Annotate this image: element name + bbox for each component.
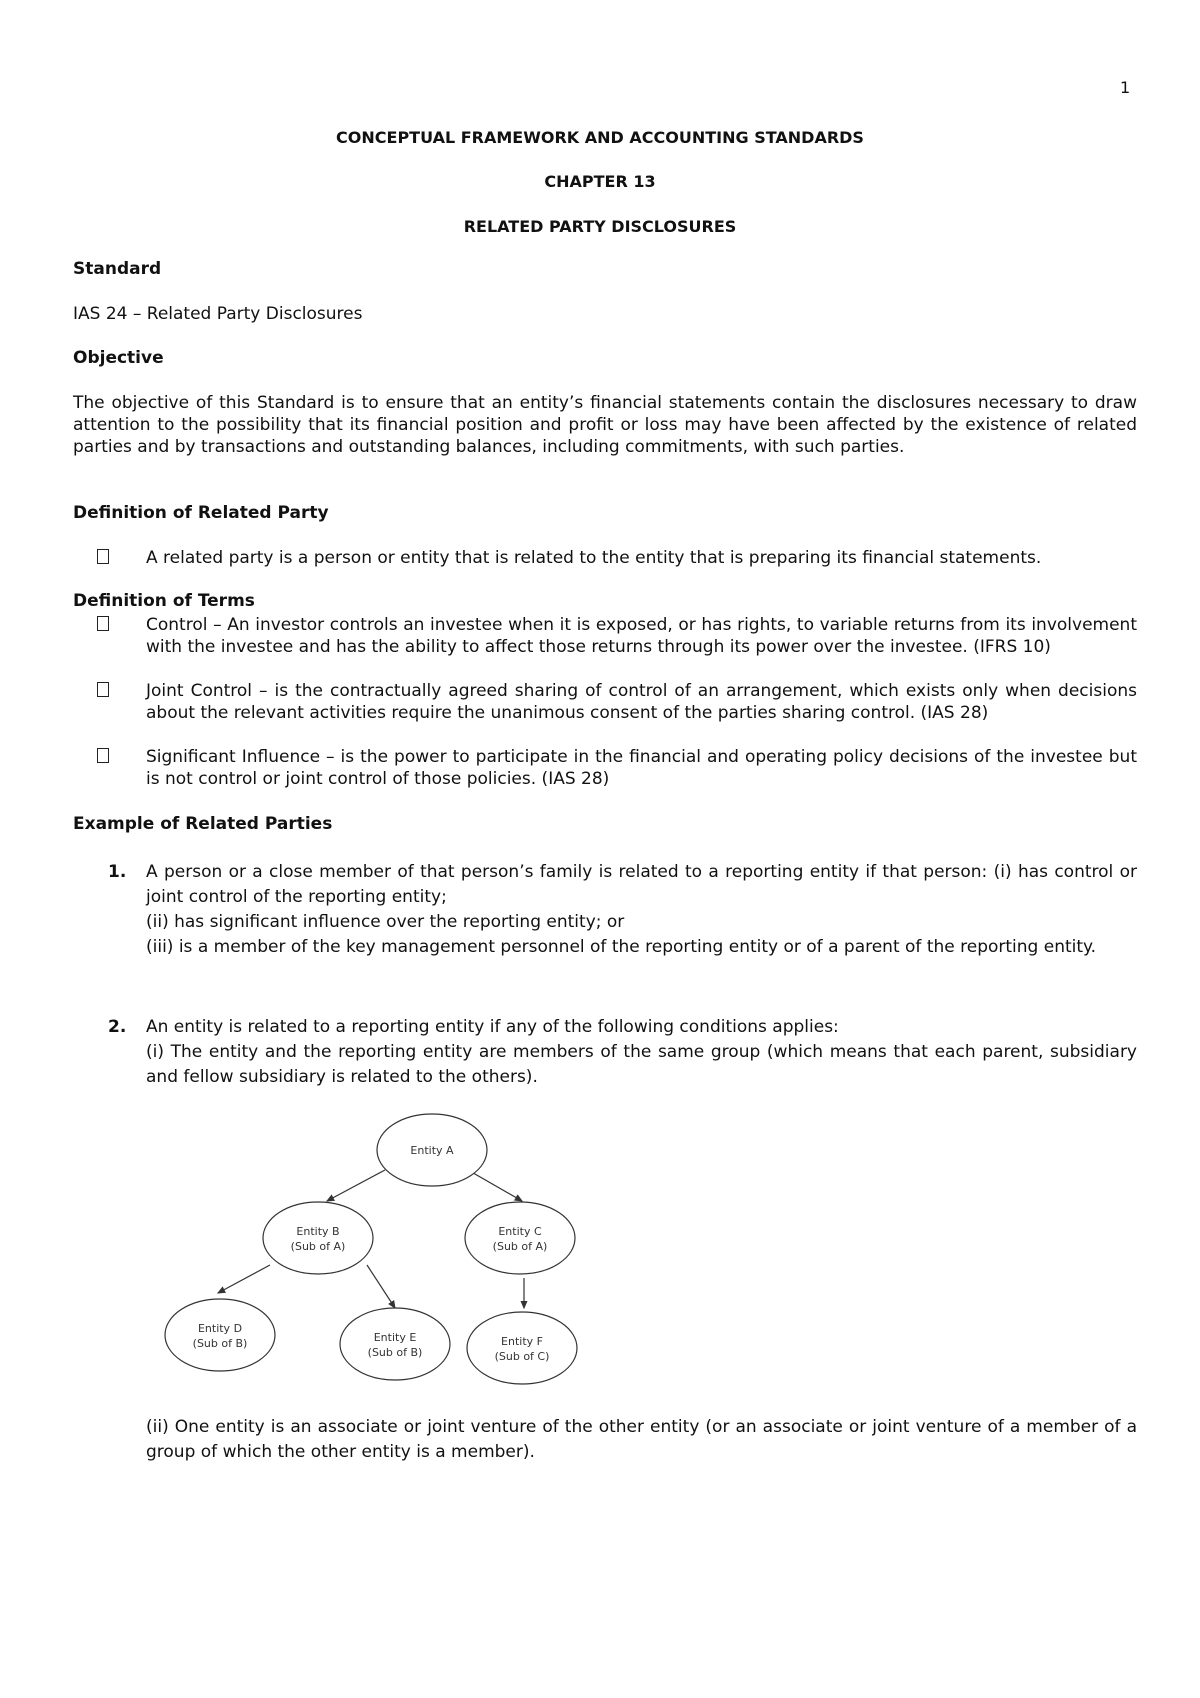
- node-entity-d: [165, 1299, 275, 1371]
- node-entity-e: [340, 1308, 450, 1380]
- terms-heading: Definition of Terms: [73, 591, 255, 611]
- node-sublabel: (Sub of C): [494, 1350, 550, 1363]
- node-sublabel: (Sub of A): [492, 1240, 548, 1253]
- node-label: Entity E: [373, 1331, 417, 1344]
- node-label: Entity A: [410, 1144, 454, 1157]
- arrow-a-to-c: [468, 1170, 522, 1201]
- node-entity-f: [467, 1312, 577, 1384]
- arrow-b-to-e: [367, 1265, 395, 1308]
- example-1-line-c: (iii) is a member of the key management personnel of the reporting entity or of a parent of the reporting entity.: [146, 937, 1097, 957]
- example-1-line-a: A person or a close member of that person’s family is related to a reporting entity if that person: (i) has control or joint control of the reporting entity;: [146, 862, 1137, 907]
- node-sublabel: (Sub of B): [367, 1346, 423, 1359]
- list-number: 1.: [108, 862, 127, 882]
- example-2-line-b: (i) The entity and the reporting entity are members of the same group (which means that each parent, subsidiary and fellow subsidiary is related to the others).: [146, 1042, 1137, 1087]
- node-label: Entity F: [501, 1335, 543, 1348]
- arrow-a-to-b: [327, 1170, 385, 1201]
- node-entity-a: [377, 1114, 487, 1186]
- example-1-line-b: (ii) has significant influence over the reporting entity; or: [146, 912, 625, 932]
- related-party-heading: Definition of Related Party: [73, 503, 329, 523]
- node-entity-c: [465, 1202, 575, 1274]
- bullet-icon: [97, 616, 109, 631]
- bullet-icon: [97, 748, 109, 763]
- bullet-icon: [97, 682, 109, 697]
- related-party-definition: A related party is a person or entity that is related to the entity that is preparing its financial statements.: [146, 548, 1042, 568]
- node-label: Entity D: [197, 1322, 243, 1335]
- term-control-text: Control – An investor controls an investee when it is exposed, or has rights, to variable returns from its involvement with the investee and has the ability to affect those returns through its power over the investee. (IFRS 10): [146, 615, 1137, 657]
- group-structure-diagram: [150, 1108, 590, 1398]
- chapter-title: CHAPTER 13: [544, 172, 656, 191]
- standard-text: IAS 24 – Related Party Disclosures: [73, 304, 363, 324]
- node-entity-b: [263, 1202, 373, 1274]
- example-2-line-a: An entity is related to a reporting entity if any of the following conditions applies:: [146, 1017, 839, 1037]
- example-2-line-c: (ii) One entity is an associate or joint venture of the other entity (or an associate or joint venture of a member of a group of which the other entity is a member).: [146, 1417, 1137, 1462]
- term-significant-influence-text: Significant Influence – is the power to participate in the financial and operating policy decisions of the investee but is not control or joint control of those policies. (IAS 28): [146, 747, 1137, 789]
- node-label: Entity B: [296, 1225, 340, 1238]
- node-sublabel: (Sub of B): [192, 1337, 248, 1350]
- arrow-b-to-d: [218, 1265, 270, 1293]
- objective-heading: Objective: [73, 348, 164, 368]
- document-title: CONCEPTUAL FRAMEWORK AND ACCOUNTING STANDARDS: [336, 128, 864, 147]
- standard-heading: Standard: [73, 259, 162, 279]
- examples-heading: Example of Related Parties: [73, 814, 333, 834]
- list-number: 2.: [108, 1017, 127, 1037]
- chapter-subtitle: RELATED PARTY DISCLOSURES: [463, 217, 737, 236]
- node-label: Entity C: [498, 1225, 542, 1238]
- page-number: 1: [1120, 78, 1131, 97]
- term-joint-control-text: Joint Control – is the contractually agreed sharing of control of an arrangement, which exists only when decisions about the relevant activities require the unanimous consent of the parties sharing control. (IAS 28): [146, 681, 1137, 723]
- objective-paragraph: The objective of this Standard is to ensure that an entity’s financial statements contain the disclosures necessary to draw attention to the possibility that its financial position and profit or loss may have been affected by the existence of related parties and by transactions and outstanding balances, including commitments, with such parties.: [73, 393, 1137, 457]
- node-sublabel: (Sub of A): [290, 1240, 346, 1253]
- bullet-icon: [97, 549, 109, 564]
